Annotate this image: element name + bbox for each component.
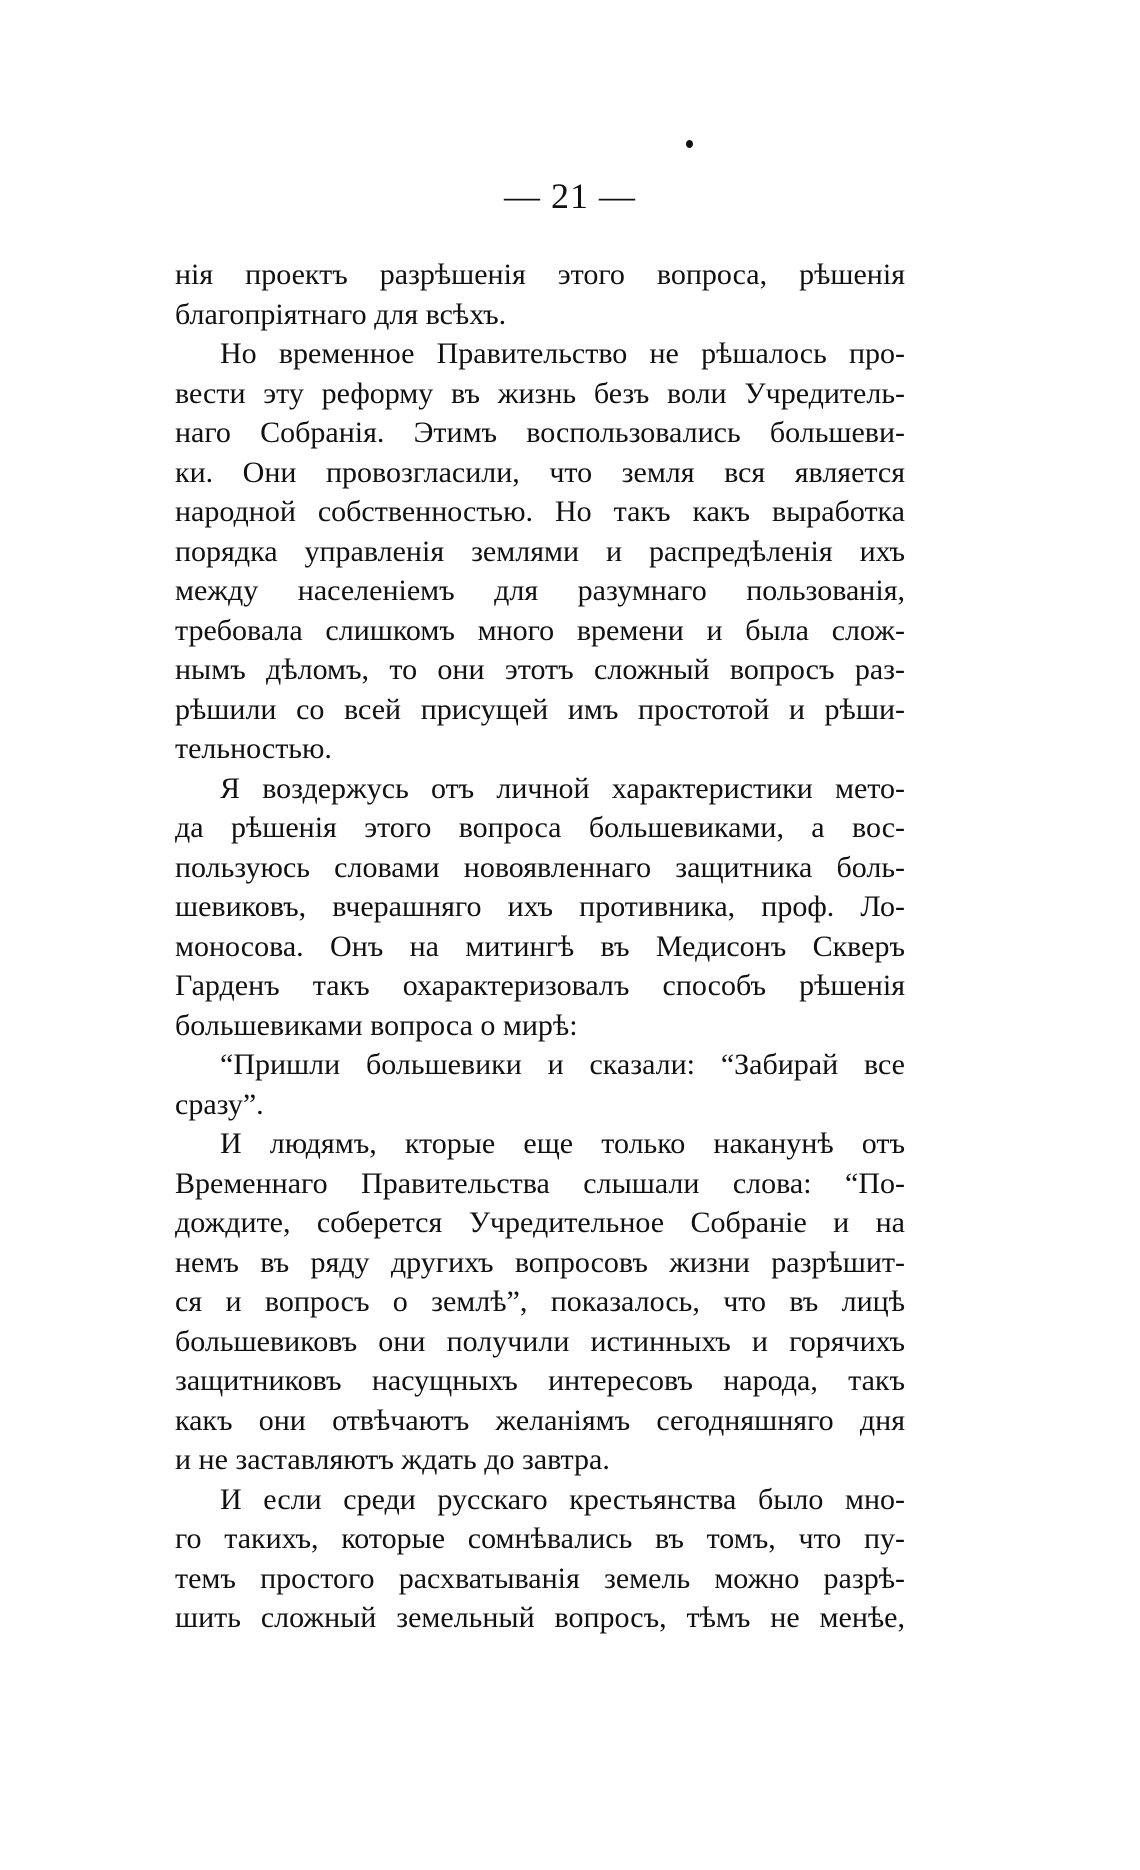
text-line: тельностью.	[175, 732, 332, 765]
text-line: большевиковъ они получили истинныхъ и горячихъ	[175, 1324, 905, 1358]
text-line: нымъ дѣломъ, то они этотъ сложный вопросъ раз-	[175, 653, 905, 686]
text-line: требовала слишкомъ много времени и была слож-	[175, 613, 905, 647]
text-line: ки. Они провозгласили, что земля вся является	[175, 455, 905, 489]
text-line: И если среди русскаго крестьянства было мно-	[220, 1482, 905, 1516]
text-line: шить сложный земельный вопросъ, тѣмъ не менѣе,	[175, 1601, 905, 1634]
text-line: вести эту реформу въ жизнь безъ воли Учредитель-	[175, 376, 905, 410]
text-line: защитниковъ насущныхъ интересовъ народа, такъ	[175, 1364, 905, 1397]
text-line: “Пришли большевики и сказали: “Забирай все	[220, 1048, 905, 1081]
ink-speck	[686, 140, 693, 148]
body-text	[175, 255, 905, 1638]
text-line: И людямъ, кторые еще только наканунѣ отъ	[220, 1127, 905, 1160]
text-line: да рѣшенія этого вопроса большевиками, а вос-	[175, 811, 905, 844]
text-line: и не заставляютъ ждать до завтра.	[175, 1443, 610, 1476]
text-line: нія проектъ разрѣшенія этого вопроса, рѣшенія	[175, 258, 905, 291]
page-number: — 21 —	[504, 176, 636, 216]
text-line: рѣшили со всей присущей имъ простотой и рѣши-	[175, 692, 905, 726]
text-line: Но временное Правительство не рѣшалось про-	[220, 337, 905, 370]
text-line: моносова. Онъ на митингѣ въ Медисонъ Скверъ	[175, 929, 905, 963]
text-line: между населеніемъ для разумнаго пользованія,	[175, 574, 905, 607]
text-line: благопріятнаго для всѣхъ.	[175, 297, 507, 331]
text-line: дождите, соберется Учредительное Собраніе и на	[175, 1206, 905, 1239]
text-line: большевиками вопроса о мирѣ:	[175, 1008, 578, 1042]
text-line: Временнаго Правительства слышали слова: “По-	[175, 1166, 905, 1200]
text-line: ся и вопросъ о землѣ”, показалось, что въ лицѣ	[175, 1285, 905, 1318]
text-line: порядка управленія землями и распредѣленія ихъ	[175, 534, 905, 568]
text-line: какъ они отвѣчаютъ желаніямъ сегодняшняго дня	[175, 1403, 905, 1437]
text-line: сразу”.	[175, 1087, 264, 1121]
text-line: Я воздержусь отъ личной характеристики мето-	[220, 771, 905, 805]
text-line: го такихъ, которые сомнѣвались въ томъ, что пу-	[175, 1522, 905, 1555]
text-line: Гарденъ такъ охарактеризовалъ способъ рѣшенія	[175, 969, 905, 1002]
text-line: шевиковъ, вчерашняго ихъ противника, проф. Ло-	[175, 890, 905, 923]
text-line: наго Собранія. Этимъ воспользовались большеви-	[175, 416, 905, 449]
text-line: темъ простого расхватыванія земель можно разрѣ-	[175, 1561, 905, 1595]
text-line: немъ въ ряду другихъ вопросовъ жизни разрѣшит-	[175, 1245, 905, 1279]
text-line: пользуюсь словами новоявленнаго защитника боль-	[175, 850, 905, 884]
text-line: народной собственностью. Но такъ какъ выработка	[175, 495, 905, 528]
